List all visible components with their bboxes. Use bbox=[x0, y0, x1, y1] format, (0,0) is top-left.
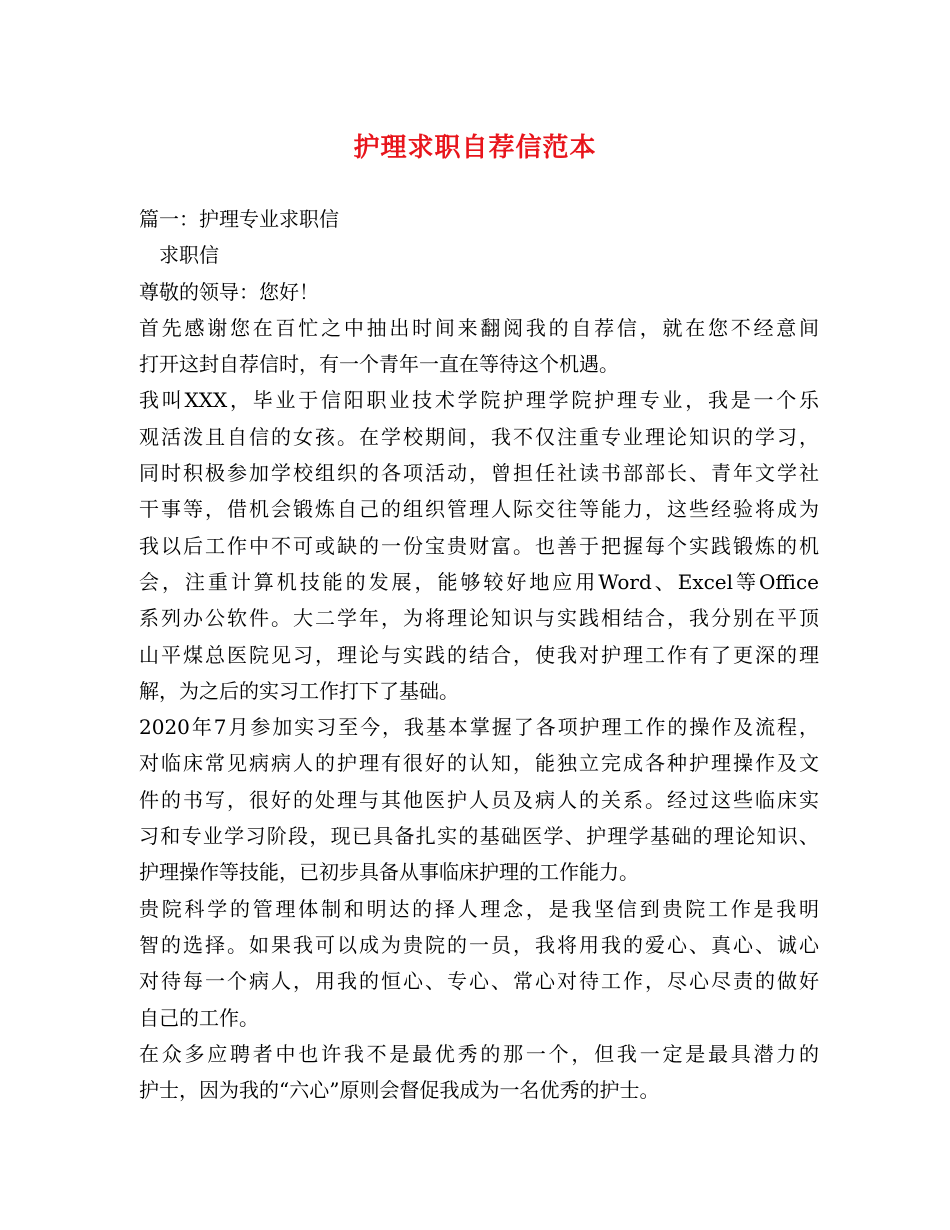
paragraph-line: 贵院科学的管理体制和明达的择人理念，是我坚信到贵院工作是我明 bbox=[139, 896, 819, 921]
paragraph-line: 自己的工作。 bbox=[139, 1005, 259, 1030]
paragraph-line: 首先感谢您在百忙之中抽出时间来翻阅我的自荐信，就在您不经意间 bbox=[139, 315, 819, 340]
paragraph-line: 智的选择。如果我可以成为贵院的一员，我将用我的爱心、真心、诚心 bbox=[139, 932, 819, 957]
paragraph-line: 解，为之后的实习工作打下了基础。 bbox=[139, 678, 459, 703]
paragraph-line: 干事等，借机会锻炼自己的组织管理人际交往等能力，这些经验将成为 bbox=[139, 497, 819, 522]
paragraph-line: 山平煤总医院见习，理论与实践的结合，使我对护理工作有了更深的理 bbox=[139, 642, 819, 667]
document-title: 护理求职自荐信范本 bbox=[353, 133, 597, 163]
letter-heading: 求职信 bbox=[139, 243, 219, 268]
paragraph-line: 我叫XXX，毕业于信阳职业技术学院护理学院护理专业，我是一个乐 bbox=[139, 388, 819, 413]
paragraph-line: 习和专业学习阶段，现已具备扎实的基础医学、护理学基础的理论知识、 bbox=[139, 824, 819, 849]
paragraph-line: 护士，因为我的“六心”原则会督促我成为一名优秀的护士。 bbox=[139, 1078, 660, 1103]
paragraph-line: 2020年7月参加实习至今，我基本掌握了各项护理工作的操作及流程， bbox=[139, 715, 819, 740]
paragraph-line: 打开这封自荐信时，有一个青年一直在等待这个机遇。 bbox=[139, 352, 619, 377]
paragraph-line: 系列办公软件。大二学年，为将理论知识与实践相结合，我分别在平顶 bbox=[139, 606, 819, 631]
paragraph-line: 对临床常见病病人的护理有很好的认知，能独立完成各种护理操作及文 bbox=[139, 751, 819, 776]
paragraph-line: 我以后工作中不可或缺的一份宝贵财富。也善于把握每个实践锻炼的机 bbox=[139, 533, 819, 558]
paragraph-line: 件的书写，很好的处理与其他医护人员及病人的关系。经过这些临床实 bbox=[139, 787, 819, 812]
paragraph-line: 观活泼且自信的女孩。在学校期间，我不仅注重专业理论知识的学习， bbox=[139, 424, 819, 449]
salutation: 尊敬的领导：您好！ bbox=[139, 279, 319, 304]
paragraph-line: 会，注重计算机技能的发展，能够较好地应用Word、Excel等Office bbox=[139, 569, 819, 594]
paragraph-line: 对待每一个病人，用我的恒心、专心、常心对待工作，尽心尽责的做好 bbox=[139, 969, 819, 994]
document-body bbox=[139, 201, 819, 1108]
paragraph-line: 护理操作等技能，已初步具备从事临床护理的工作能力。 bbox=[139, 860, 639, 885]
section-heading: 篇一：护理专业求职信 bbox=[139, 207, 339, 231]
paragraph-line: 在众多应聘者中也许我不是最优秀的那一个，但我一定是最具潜力的 bbox=[139, 1041, 819, 1066]
paragraph-line: 同时积极参加学校组织的各项活动，曾担任社读书部部长、青年文学社 bbox=[139, 461, 819, 486]
